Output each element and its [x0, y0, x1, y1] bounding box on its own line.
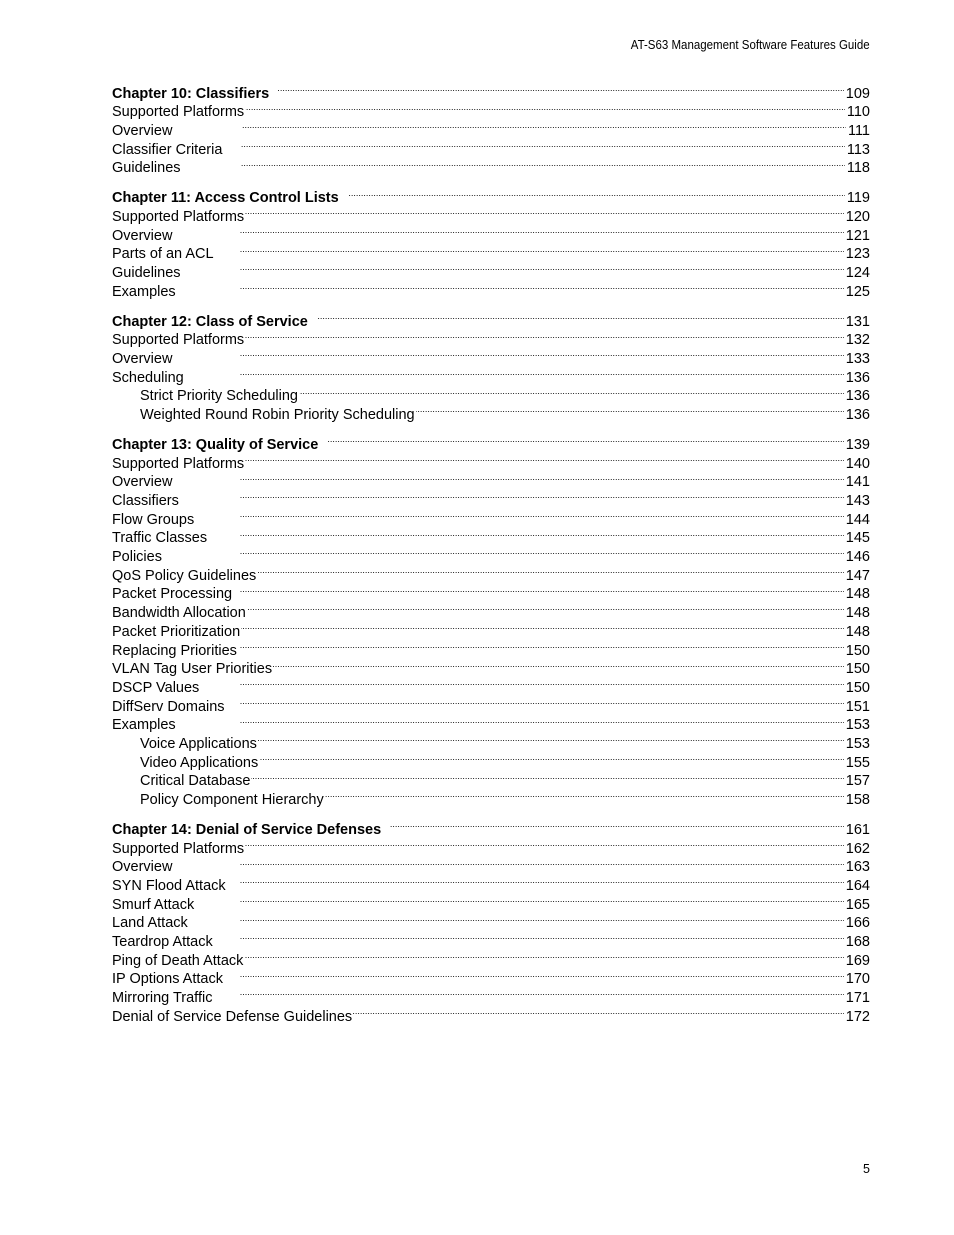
dot-leader [278, 79, 844, 98]
toc-section-entry[interactable] [112, 240, 870, 263]
toc-section-entry[interactable] [112, 890, 870, 913]
toc-entry-label: Examples [112, 717, 176, 734]
toc-entry-page-number: 109 [845, 85, 870, 102]
toc-entry-label: Overview [112, 123, 173, 140]
dot-leader [182, 154, 845, 173]
running-header: AT-S63 Management Software Features Guide [631, 38, 870, 52]
toc-entry-label: Policies [112, 549, 162, 566]
toc-section-entry[interactable] [112, 221, 870, 244]
toc-entry-label: Overview [112, 474, 173, 491]
dot-leader [224, 965, 844, 984]
dot-leader [273, 655, 844, 674]
toc-section-entry[interactable] [112, 983, 870, 1007]
toc-entry-page-number: 144 [845, 511, 870, 528]
toc-section-entry[interactable] [112, 135, 870, 158]
toc-entry-label: Denial of Service Defense Guidelines [112, 1008, 353, 1025]
dot-leader [173, 116, 846, 135]
dot-leader [208, 524, 844, 543]
toc-entry-label: Strict Priority Scheduling [140, 388, 298, 405]
toc-chapter-section [112, 430, 870, 808]
toc-entry-label: Classifier Criteria [112, 141, 223, 158]
toc-section-entry[interactable] [112, 692, 870, 715]
toc-entry-label: Flow Groups [112, 511, 195, 528]
toc-section-entry[interactable] [112, 344, 870, 367]
toc-entry-page-number: 165 [845, 896, 870, 913]
toc-entry-page-number: 147 [845, 567, 870, 584]
toc-entry-label: Teardrop Attack [112, 934, 213, 950]
dot-leader [245, 326, 844, 345]
dot-leader [259, 748, 844, 767]
toc-entry-page-number: 132 [845, 332, 870, 349]
dot-leader [353, 1002, 844, 1021]
toc-entry-page-number: 110 [846, 104, 870, 121]
toc-entry-page-number: 113 [846, 141, 870, 158]
dot-leader [317, 307, 844, 326]
page-number: 5 [863, 1162, 870, 1176]
toc-section-entry[interactable] [112, 561, 870, 584]
toc-section-entry[interactable] [112, 486, 870, 509]
dot-leader [238, 636, 844, 655]
dot-leader [257, 561, 844, 580]
toc-entry-page-number: 153 [845, 717, 870, 734]
toc-entry-label: Guidelines [112, 160, 181, 177]
toc-entry-page-number: 170 [845, 971, 870, 988]
dot-leader [182, 258, 844, 277]
dot-leader [390, 815, 844, 834]
dot-leader [185, 363, 844, 382]
toc-section-entry[interactable] [112, 909, 870, 932]
toc-entry-page-number: 168 [845, 934, 870, 950]
toc-entry-page-number: 136 [845, 407, 870, 424]
dot-leader [245, 202, 844, 221]
toc-entry-label: QoS Policy Guidelines [112, 567, 257, 584]
dot-leader [258, 729, 844, 748]
toc-entry-page-number: 139 [845, 436, 870, 453]
toc-entry-label: Smurf Attack [112, 896, 195, 913]
toc-entry-page-number: 158 [845, 792, 870, 808]
toc-entry-page-number: 163 [845, 859, 870, 876]
dot-leader [299, 382, 844, 401]
toc-entry-label: Overview [112, 351, 173, 367]
toc-entry-label: Policy Component Hierarchy [140, 792, 324, 808]
toc-entry-page-number: 150 [845, 661, 870, 678]
toc-section-entry[interactable] [112, 673, 870, 696]
toc-entry-page-number: 150 [845, 679, 870, 696]
toc-entry-page-number: 148 [845, 605, 870, 622]
toc-entry-label: Examples [112, 283, 176, 300]
toc-section-entry[interactable] [112, 154, 870, 177]
dot-leader [348, 184, 845, 203]
toc-section-entry[interactable] [112, 853, 870, 876]
toc-section-entry[interactable] [112, 965, 870, 988]
dot-leader [247, 598, 844, 617]
dot-leader [244, 946, 843, 965]
dot-leader [189, 909, 844, 928]
toc-entry-page-number: 136 [845, 388, 870, 405]
dot-leader [245, 98, 845, 117]
toc-entry-page-number: 141 [845, 474, 870, 491]
toc-section-entry[interactable] [112, 505, 870, 528]
toc-entry-page-number: 120 [845, 209, 870, 225]
toc-entry-label: Land Attack [112, 915, 188, 932]
toc-entry-label: DSCP Values [112, 679, 200, 696]
toc-entry-label: VLAN Tag User Priorities [112, 661, 273, 678]
toc-entry-label: DiffServ Domains [112, 698, 225, 715]
toc-section-entry[interactable] [112, 542, 870, 566]
dot-leader [223, 135, 844, 154]
toc-section-entry[interactable] [112, 524, 870, 547]
toc-entry-label: Chapter 10: Classifiers [112, 85, 270, 102]
toc-entry-label: Guidelines [112, 265, 181, 282]
toc-subsection-entry[interactable] [112, 729, 870, 752]
toc-entry-page-number: 166 [845, 915, 870, 932]
toc-entry-label: Scheduling [112, 369, 184, 386]
toc-entry-page-number: 169 [845, 952, 870, 969]
toc-entry-label: Replacing Priorities [112, 642, 237, 659]
toc-entry-label: Supported Platforms [112, 840, 245, 857]
toc-entry-page-number: 155 [845, 754, 870, 771]
toc-entry-label: IP Options Attack [112, 971, 223, 988]
toc-entry-page-number: 148 [845, 586, 870, 603]
toc-entry-page-number: 153 [845, 735, 870, 752]
dot-leader [200, 673, 843, 692]
toc-chapter-heading[interactable] [112, 307, 870, 330]
toc-section-entry[interactable] [112, 1002, 870, 1025]
toc-section-entry[interactable] [112, 116, 870, 140]
toc-chapter-section [112, 307, 870, 424]
dot-leader [173, 344, 843, 363]
toc-entry-label: Supported Platforms [112, 455, 245, 472]
dot-leader [325, 785, 844, 804]
dot-leader [163, 542, 844, 561]
toc-entry-page-number: 172 [845, 1008, 870, 1025]
toc-chapter-heading[interactable] [112, 815, 870, 838]
toc-entry-page-number: 140 [845, 455, 870, 472]
toc-entry-page-number: 111 [847, 123, 870, 140]
toc-entry-label: Chapter 14: Denial of Service Defenses [112, 821, 382, 838]
toc-entry-page-number: 171 [845, 990, 870, 1007]
toc-entry-label: Packet Processing [112, 586, 233, 603]
toc-entry-label: Critical Database [140, 773, 251, 790]
dot-leader [227, 871, 844, 890]
toc-entry-page-number: 124 [845, 265, 870, 282]
toc-section-entry[interactable] [112, 871, 870, 894]
toc-entry-label: Supported Platforms [112, 332, 245, 349]
toc-entry-label: Overview [112, 227, 173, 244]
dot-leader [233, 580, 844, 599]
dot-leader [245, 834, 844, 853]
dot-leader [173, 468, 843, 487]
toc-entry-label: Parts of an ACL [112, 246, 214, 263]
toc-entry-label: Weighted Round Robin Priority Scheduling [140, 407, 415, 424]
dot-leader [173, 221, 843, 240]
toc-entry-page-number: 161 [845, 821, 870, 838]
toc-entry-page-number: 145 [845, 530, 870, 547]
toc-entry-label: Chapter 13: Quality of Service [112, 436, 319, 453]
dot-leader [195, 890, 844, 909]
dot-leader [195, 505, 844, 524]
toc-entry-page-number: 157 [845, 773, 870, 790]
toc-entry-label: Traffic Classes [112, 530, 208, 547]
toc-entry-label: Overview [112, 859, 173, 876]
dot-leader [215, 240, 844, 259]
dot-leader [173, 853, 843, 872]
toc-entry-page-number: 151 [845, 698, 870, 715]
toc-entry-label: Mirroring Traffic [112, 990, 213, 1007]
toc-section-entry[interactable] [112, 927, 870, 950]
dot-leader [180, 486, 844, 505]
toc-entry-label: Chapter 11: Access Control Lists [112, 190, 339, 207]
dot-leader [213, 983, 843, 1002]
toc-entry-label: Video Applications [140, 754, 259, 771]
toc-entry-label: Packet Prioritization [112, 623, 241, 640]
toc-section-entry[interactable] [112, 468, 870, 491]
dot-leader [251, 767, 843, 786]
toc-entry-label: Voice Applications [140, 735, 257, 752]
toc-entry-label: Chapter 12: Class of Service [112, 313, 308, 330]
dot-leader [327, 430, 843, 449]
toc-entry-label: Supported Platforms [112, 104, 245, 121]
toc-entry-page-number: 150 [845, 642, 870, 659]
toc-chapter-heading[interactable] [112, 184, 870, 207]
toc-entry-page-number: 118 [846, 160, 870, 177]
dot-leader [241, 617, 844, 636]
toc-section-entry[interactable] [112, 363, 870, 386]
toc-section-entry[interactable] [112, 258, 870, 282]
toc-section-entry[interactable] [112, 946, 870, 969]
toc-entry-page-number: 162 [845, 840, 870, 857]
toc-section-entry[interactable] [112, 711, 870, 734]
toc-entry-label: Classifiers [112, 493, 179, 509]
toc-entry-page-number: 133 [845, 351, 870, 367]
table-of-contents [112, 79, 870, 1032]
dot-leader [177, 711, 844, 730]
dot-leader [416, 400, 844, 419]
toc-entry-label: Supported Platforms [112, 209, 245, 225]
toc-chapter-section [112, 79, 870, 177]
toc-entry-page-number: 119 [846, 190, 870, 207]
toc-entry-label: SYN Flood Attack [112, 877, 226, 894]
dot-leader [214, 927, 844, 946]
toc-entry-page-number: 136 [845, 369, 870, 386]
toc-chapter-heading[interactable] [112, 79, 870, 102]
dot-leader [177, 277, 844, 296]
toc-entry-page-number: 123 [845, 246, 870, 263]
toc-subsection-entry[interactable] [112, 382, 870, 405]
toc-entry-page-number: 146 [845, 549, 870, 566]
toc-chapter-heading[interactable] [112, 430, 870, 453]
toc-entry-page-number: 125 [845, 283, 870, 300]
toc-entry-page-number: 121 [845, 227, 870, 244]
toc-entry-page-number: 148 [845, 623, 870, 640]
dot-leader [245, 449, 844, 468]
dot-leader [226, 692, 844, 711]
toc-entry-page-number: 143 [845, 493, 870, 509]
toc-entry-page-number: 131 [845, 313, 870, 330]
toc-entry-page-number: 164 [845, 877, 870, 894]
toc-section-entry[interactable] [112, 277, 870, 300]
toc-entry-label: Bandwidth Allocation [112, 605, 246, 622]
toc-chapter-section [112, 184, 870, 300]
toc-entry-label: Ping of Death Attack [112, 952, 244, 969]
toc-chapter-section [112, 815, 870, 1025]
